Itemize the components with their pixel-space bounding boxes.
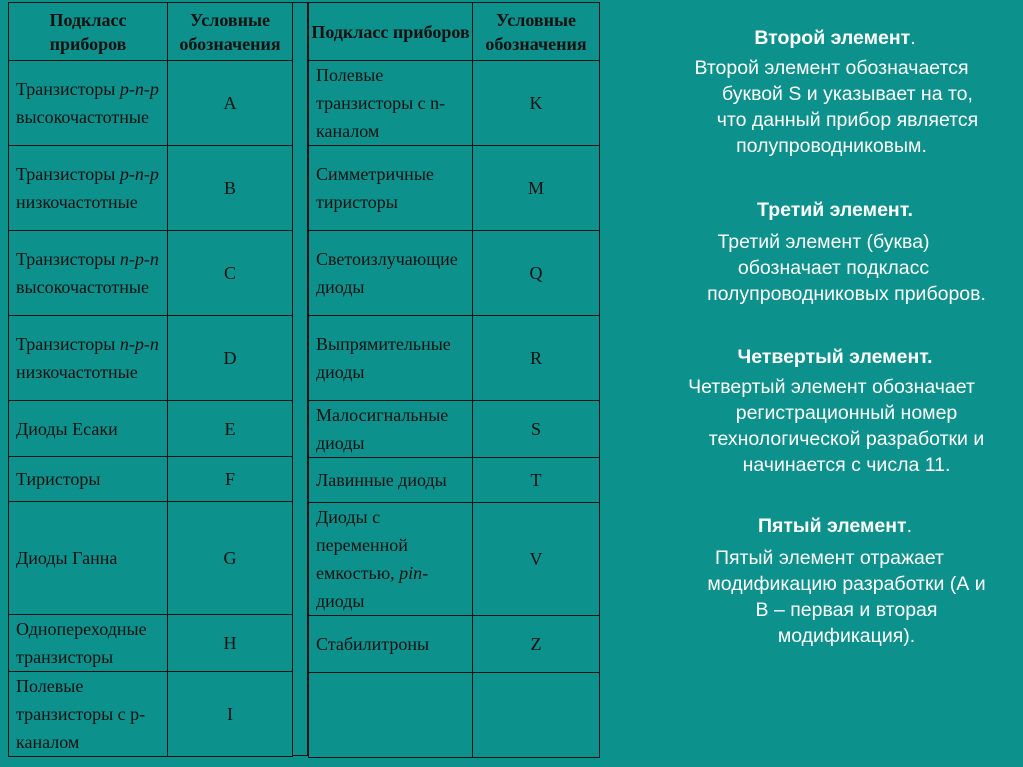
designation-code-cell: R xyxy=(473,316,600,401)
device-subclass-italic: n-p-n xyxy=(119,249,159,269)
header-subclass: Подкласс приборов xyxy=(9,3,168,61)
device-subclass-text: Малосигнальные диоды xyxy=(316,405,449,453)
device-subclass-cell xyxy=(309,503,473,616)
designation-code-cell: B xyxy=(168,146,293,231)
device-subclass-cell xyxy=(9,316,168,401)
section-text: Пятый элемент отражает модификацию разработки (А и В – первая и вторая модификация). xyxy=(707,547,986,647)
table-row xyxy=(309,673,600,758)
table-row xyxy=(9,672,293,757)
section-heading: Третий элемент. xyxy=(757,199,913,221)
device-subclass-text: Транзисторы xyxy=(16,249,120,269)
device-subclass-text: Диоды Есаки xyxy=(16,418,118,439)
table-row xyxy=(9,457,293,502)
designation-code-cell: M xyxy=(473,146,600,231)
table-row xyxy=(9,61,293,146)
device-subclass-cell xyxy=(309,61,473,146)
section-heading: Четвертый элемент. xyxy=(737,346,933,368)
designation-code-cell: E xyxy=(168,401,293,457)
device-subclass-text: Транзисторы xyxy=(16,79,120,99)
header-subclass: Подкласс приборов xyxy=(309,3,473,61)
device-subclass-text: Лавинные диоды xyxy=(316,470,447,490)
table-row xyxy=(309,61,600,146)
table-header-row xyxy=(309,3,600,61)
table-header-row xyxy=(9,3,293,61)
table-row xyxy=(9,231,293,316)
section-text: Второй элемент обозначается буквой S и указывает на то, что данный прибор является полупроводниковым. xyxy=(694,57,979,157)
table-row xyxy=(309,458,600,503)
device-subclass-text: Транзисторы xyxy=(16,164,120,184)
device-subclass-cell xyxy=(9,672,168,757)
designation-code-cell: D xyxy=(168,316,293,401)
designation-code-cell: G xyxy=(168,502,293,615)
designation-code-cell: Z xyxy=(473,616,600,673)
device-subclass-cell xyxy=(309,616,473,673)
device-subclass-italic: p-n-p xyxy=(119,79,159,99)
table-row xyxy=(9,146,293,231)
section-heading: Пятый элемент. xyxy=(757,515,913,537)
device-subclass-italic: n-p-n xyxy=(119,334,159,354)
section-heading: Второй элемент. xyxy=(754,27,916,49)
designation-code-cell: K xyxy=(473,61,600,146)
device-subclass-cell xyxy=(309,231,473,316)
device-subclass-text: Диоды с переменной емкостью, xyxy=(316,507,408,583)
device-subclass-text: Симметричные тиристоры xyxy=(316,164,434,212)
device-subclass-text: Однопереходные транзисторы xyxy=(16,619,147,667)
designation-code-cell: I xyxy=(168,672,293,757)
table-row xyxy=(309,316,600,401)
device-subclass-text: Диоды Ганна xyxy=(16,548,118,568)
header-designation: Условные обозначения xyxy=(168,3,293,61)
designation-code-cell xyxy=(473,673,600,758)
device-subclass-text: низкочастотные xyxy=(16,192,138,212)
designation-code-cell: S xyxy=(473,401,600,458)
device-subclass-cell xyxy=(309,458,473,503)
device-subclass-text: Стабилитроны xyxy=(316,634,430,654)
device-subclass-cell xyxy=(309,673,473,758)
header-designation: Условные обозначения xyxy=(473,3,600,61)
device-subclass-text: низкочастотные xyxy=(16,362,138,382)
designation-code-cell: A xyxy=(168,61,293,146)
device-subclass-cell xyxy=(9,457,168,502)
device-subclass-text: Выпрямительные диоды xyxy=(316,334,451,382)
device-subclass-cell xyxy=(309,316,473,401)
device-subclass-text: -диоды xyxy=(316,563,429,611)
designation-code-cell: H xyxy=(168,615,293,672)
device-subclass-text: высокочастотные xyxy=(16,277,149,297)
device-subclass-cell xyxy=(9,146,168,231)
table-row xyxy=(309,616,600,673)
section-text: Третий элемент (буква) обозначает подкласс полупроводниковых приборов. xyxy=(707,231,986,305)
designation-table-right xyxy=(308,2,600,758)
table-row xyxy=(309,503,600,616)
device-subclass-text: Транзисторы xyxy=(16,334,120,354)
device-subclass-text: Полевые транзисторы с р-каналом xyxy=(16,676,146,752)
table-row xyxy=(9,401,293,457)
device-subclass-text: Светоизлучающие диоды xyxy=(316,249,458,297)
designation-code-cell: F xyxy=(168,457,293,502)
table-row xyxy=(309,146,600,231)
designation-code-cell: Q xyxy=(473,231,600,316)
description-panel xyxy=(640,0,1023,767)
designation-code-cell: C xyxy=(168,231,293,316)
device-subclass-cell xyxy=(309,401,473,458)
table-row xyxy=(309,231,600,316)
table-row xyxy=(9,502,293,615)
table-row xyxy=(309,401,600,458)
designation-code-cell: V xyxy=(473,503,600,616)
table-row xyxy=(9,615,293,672)
device-subclass-cell xyxy=(9,61,168,146)
device-subclass-cell xyxy=(9,615,168,672)
device-subclass-text: высокочастотные xyxy=(16,107,149,127)
table-row xyxy=(9,316,293,401)
device-subclass-cell xyxy=(9,401,168,457)
section-text: Четвертый элемент обозначает регистрационный номер технологической разработки и начинается с числа 11. xyxy=(688,376,985,476)
table-gap-column xyxy=(291,2,308,756)
device-subclass-text: Полевые транзисторы с n-каналом xyxy=(316,65,446,141)
device-subclass-text: Тиристоры xyxy=(16,469,101,489)
designation-code-cell: T xyxy=(473,458,600,503)
device-subclass-italic: pin xyxy=(399,563,423,583)
device-subclass-cell xyxy=(309,146,473,231)
device-subclass-italic: p-n-p xyxy=(119,164,159,184)
device-subclass-cell xyxy=(9,502,168,615)
designation-table-left xyxy=(8,2,293,757)
device-subclass-cell xyxy=(9,231,168,316)
